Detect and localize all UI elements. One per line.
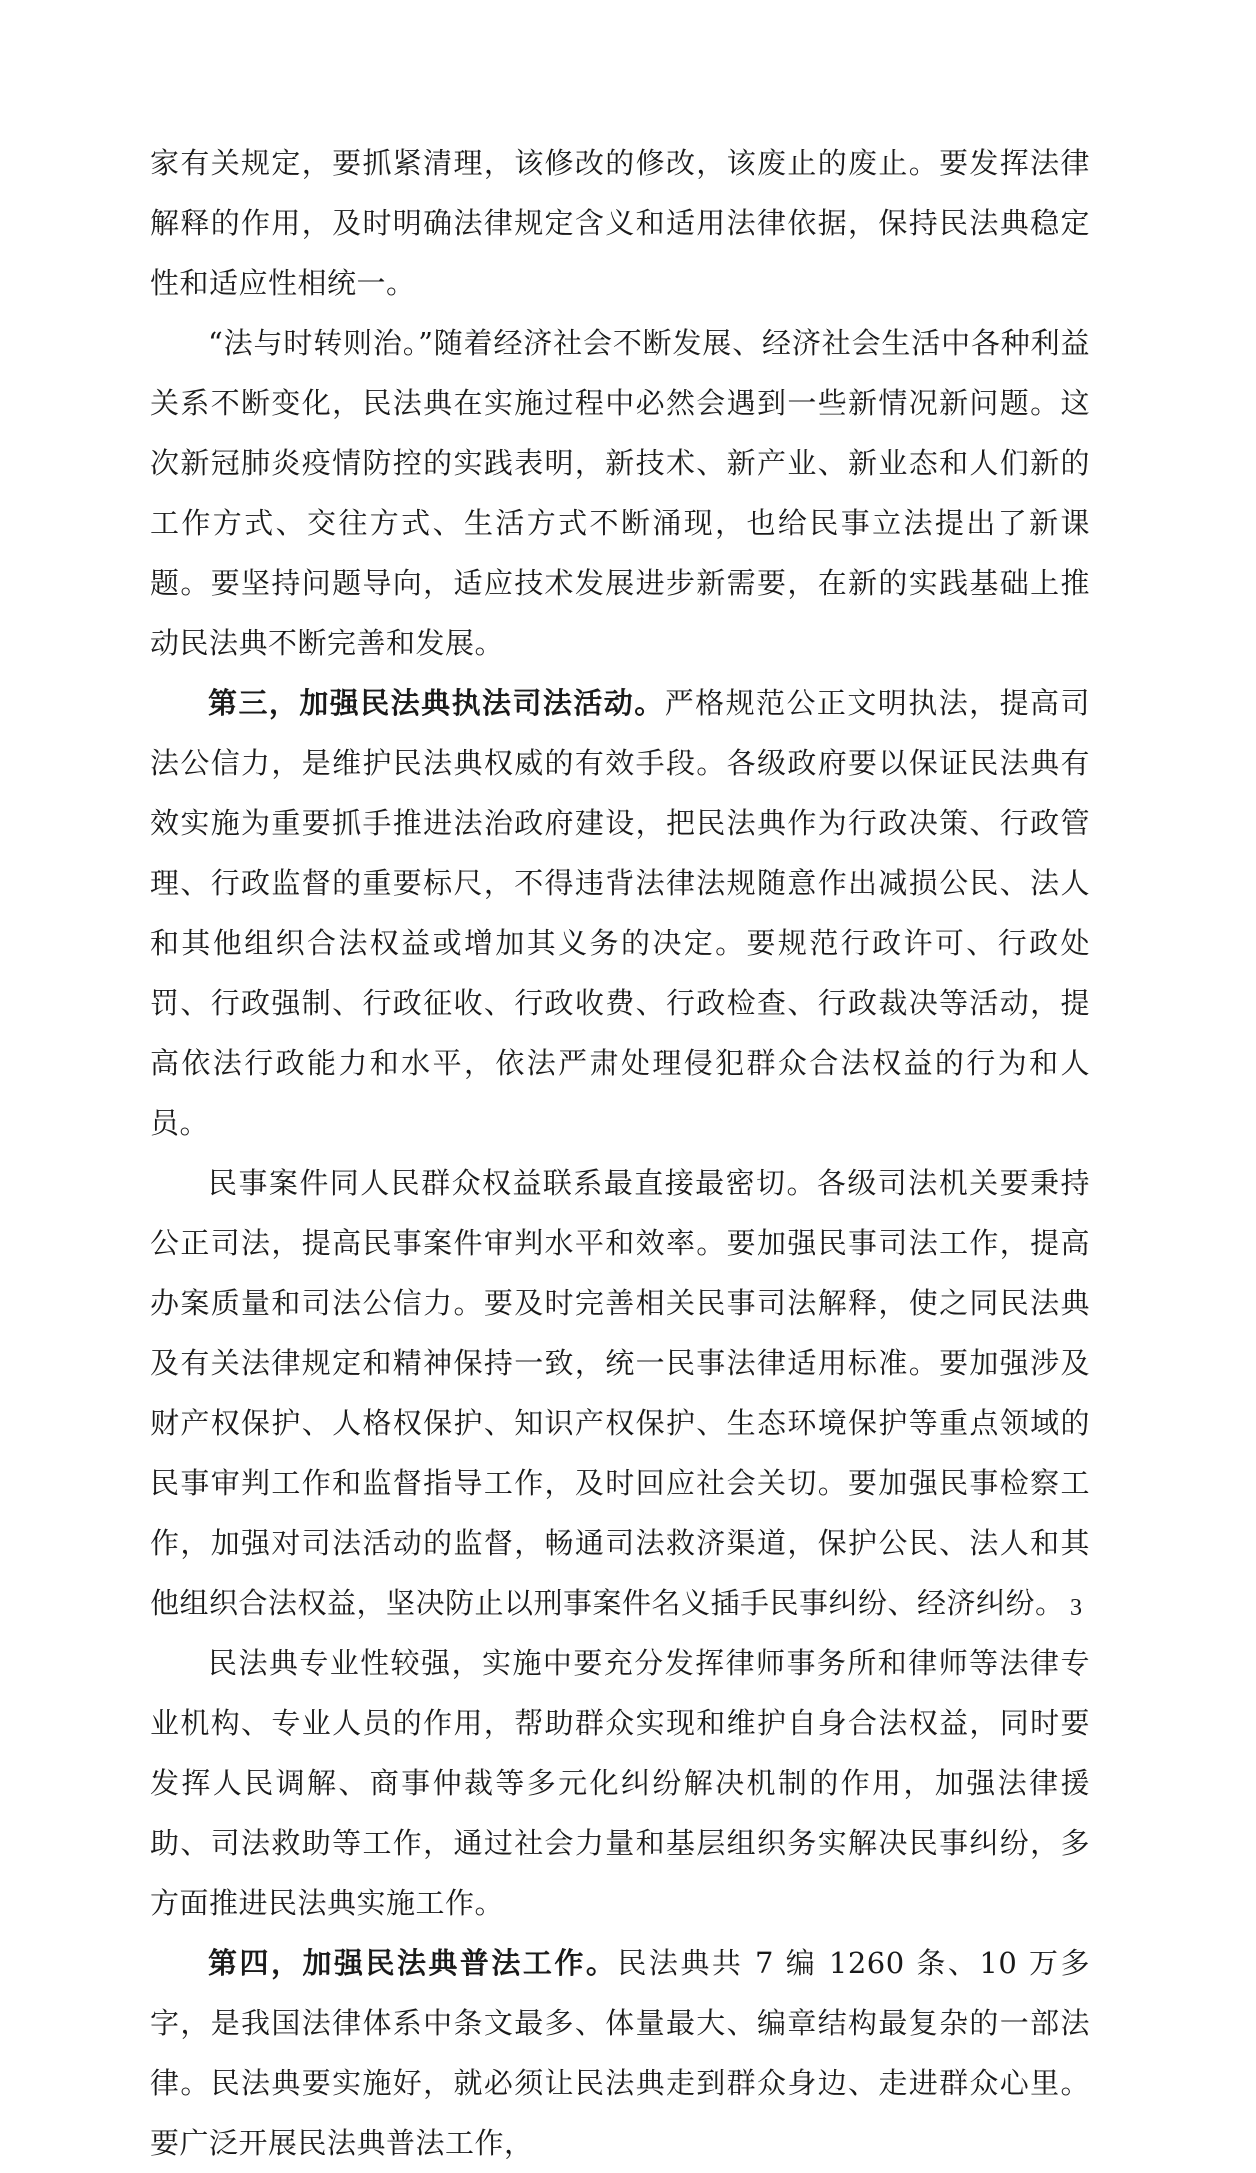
document-body [150,133,1090,2173]
paragraph-law-changes-with-times [150,313,1090,673]
paragraph-lead-heading: 第四，加强民法典普法工作。 [208,1946,618,1980]
paragraph-text: “法与时转则治。”随着经济社会不断发展、经济社会生活中各种利益关系不断变化，民法典在实施过程中必然会遇到一些新情况新问题。这次新冠肺炎疫情防控的实践表明，新技术、新产业、新业态和人们新的工作方式、交往方式、生活方式不断涌现，也给民事立法提出了新课题。要坚持问题导向，适应技术发展进步新需要，在新的实践基础上推动民法典不断完善和发展。 [150,326,1090,660]
paragraph-text: 严格规范公正文明执法，提高司法公信力，是维护民法典权威的有效手段。各级政府要以保证民法典有效实施为重要抓手推进法治政府建设，把民法典作为行政决策、行政管理、行政监督的重要标尺，不得违背法律法规随意作出减损公民、法人和其他组织合法权益或增加其义务的决定。要规范行政许可、行政处罚、行政强制、行政征收、行政收费、行政检查、行政裁决等活动，提高依法行政能力和水平，依法严肃处理侵犯群众合法权益的行为和人员。 [150,686,1090,1140]
paragraph-continuation [150,133,1090,313]
paragraph-lead-heading: 第三，加强民法典执法司法活动。 [208,686,665,720]
paragraph-third-point [150,673,1090,1153]
paragraph-text: 民法典共 7 编 1260 条、10 万多字，是我国法律体系中条文最多、体量最大、编章结构最复杂的一部法律。民法典要实施好，就必须让民法典走到群众身边、走进群众心里。要广泛开展民法典普法工作， [150,1946,1090,2160]
paragraph-text: 家有关规定，要抓紧清理，该修改的修改，该废止的废止。要发挥法律解释的作用，及时明确法律规定含义和适用法律依据，保持民法典稳定性和适应性相统一。 [150,146,1090,300]
paragraph-fourth-point [150,1933,1090,2173]
paragraph-text: 民法典专业性较强，实施中要充分发挥律师事务所和律师等法律专业机构、专业人员的作用，帮助群众实现和维护自身合法权益，同时要发挥人民调解、商事仲裁等多元化纠纷解决机制的作用，加强法律援助、司法救助等工作，通过社会力量和基层组织务实解决民事纠纷，多方面推进民法典实施工作。 [150,1646,1090,1920]
paragraph-text: 民事案件同人民群众权益联系最直接最密切。各级司法机关要秉持公正司法，提高民事案件审判水平和效率。要加强民事司法工作，提高办案质量和司法公信力。要及时完善相关民事司法解释，使之同民法典及有关法律规定和精神保持一致，统一民事法律适用标准。要加强涉及财产权保护、人格权保护、知识产权保护、生态环境保护等重点领域的民事审判工作和监督指导工作，及时回应社会关切。要加强民事检察工作，加强对司法活动的监督，畅通司法救济渠道，保护公民、法人和其他组织合法权益，坚决防止以刑事案件名义插手民事纠纷、经济纠纷。 [150,1166,1090,1620]
paragraph-professional-services [150,1633,1090,1933]
page-number: 3 [1070,1595,1082,1621]
paragraph-civil-cases [150,1153,1090,1633]
